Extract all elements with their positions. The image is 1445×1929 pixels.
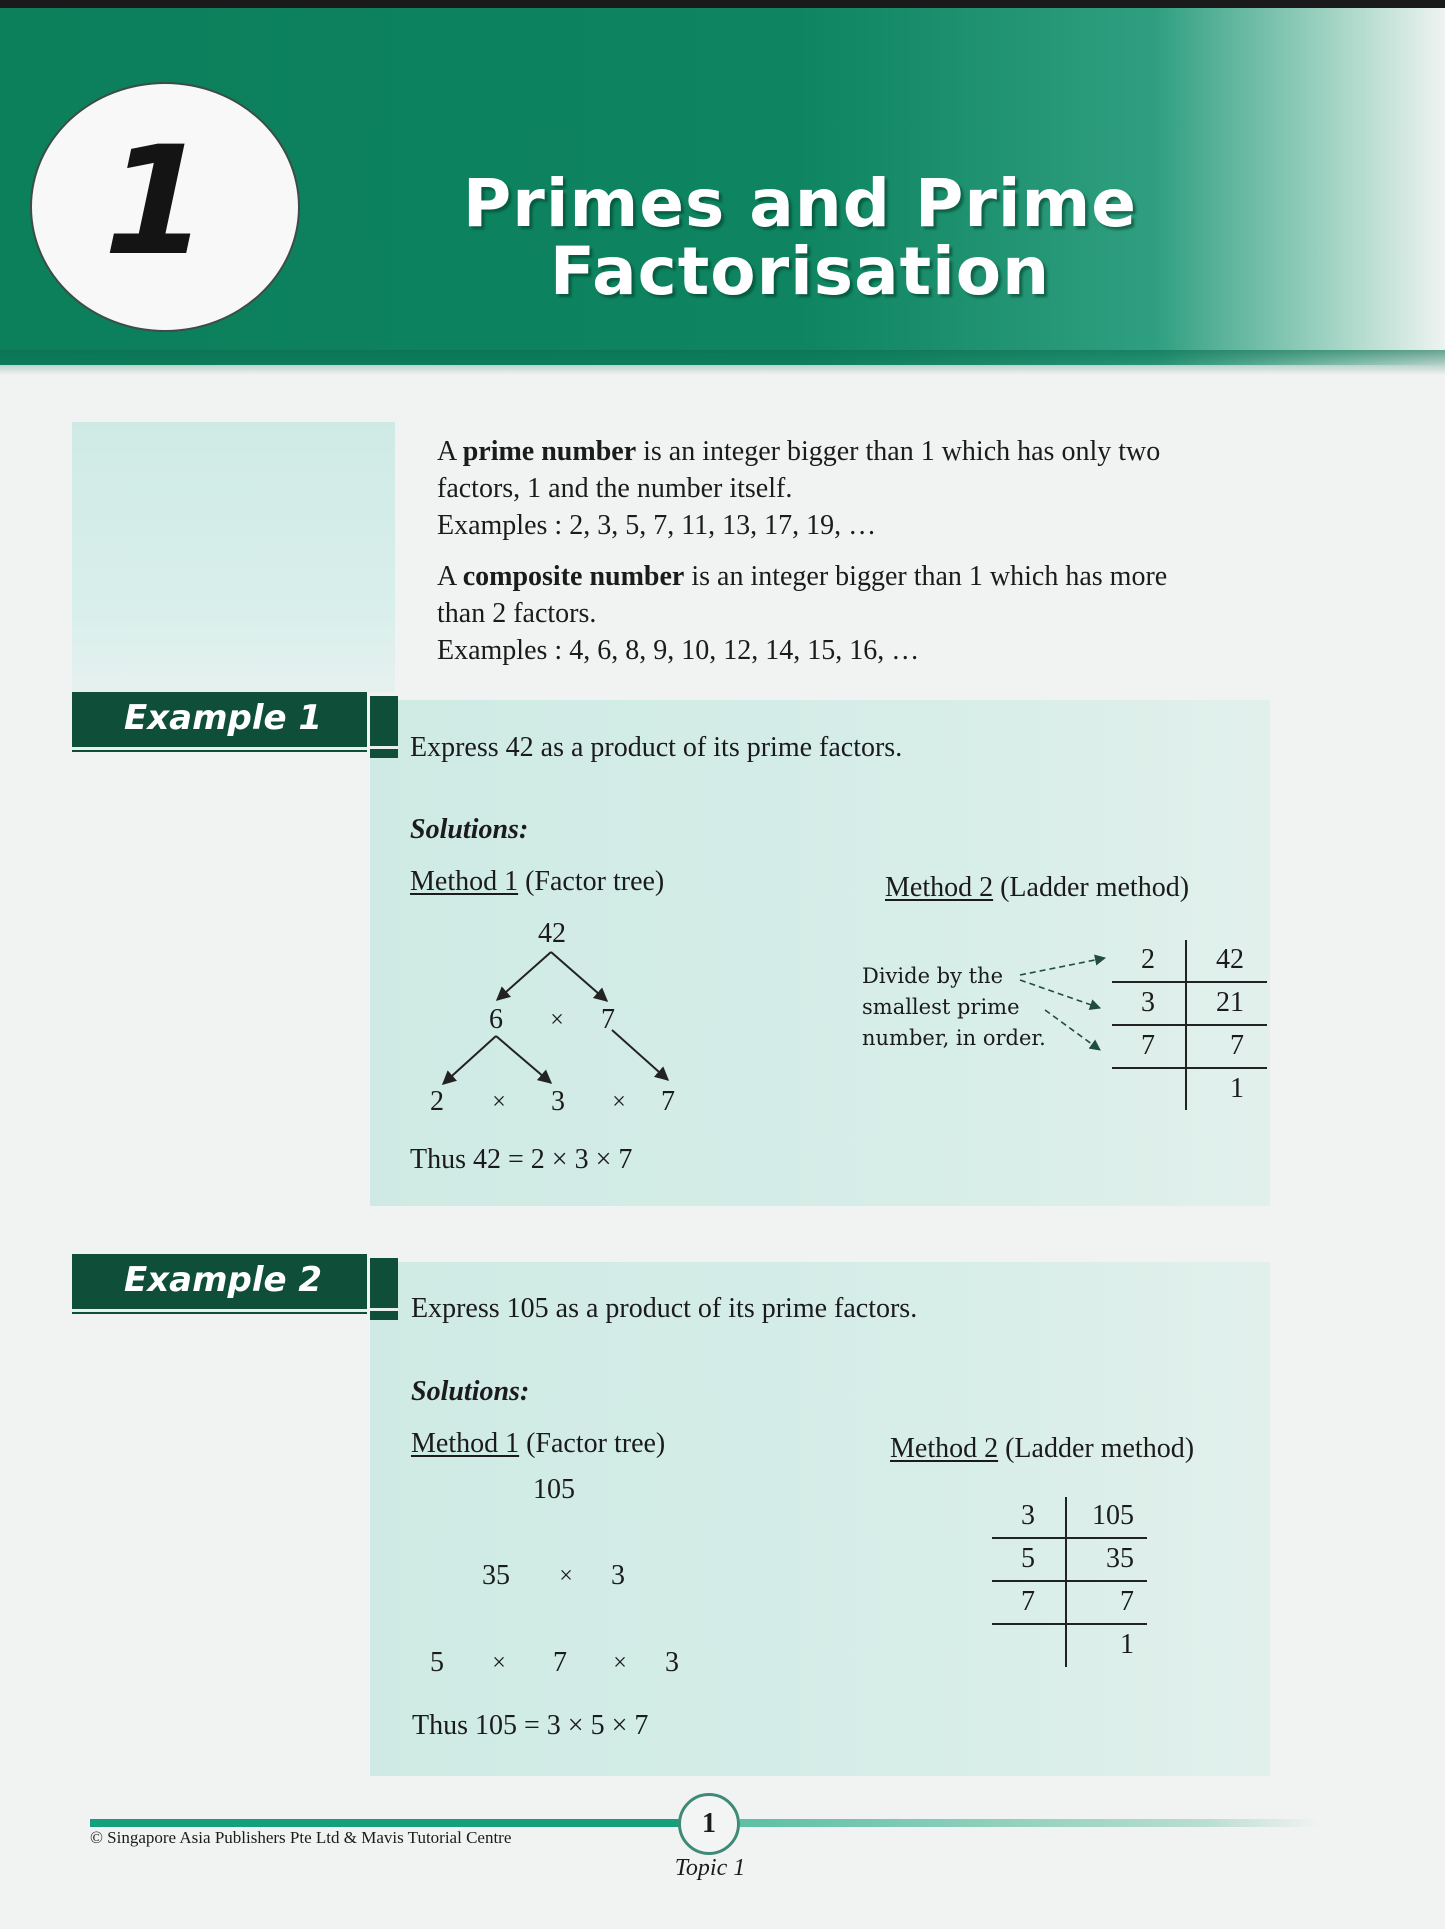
ladder-value: 105 [1092,1500,1134,1531]
ladder-value: 7 [1120,1586,1134,1617]
times-sign: × [492,1089,506,1115]
composite-definition: A composite number is an integer bigger than 1 which has more [437,561,1168,592]
prime-definition: A prime number is an integer bigger than 1 which has only two [437,436,1161,467]
times-sign: × [550,1007,564,1033]
example1-label-text: Example 1 [124,698,323,738]
topic-label: Topic 1 [674,1855,746,1881]
ladder-value: 21 [1216,987,1244,1018]
ladder-divisor: 3 [1021,1500,1035,1531]
times-sign: × [559,1563,573,1589]
ladder-value: 7 [1230,1030,1244,1061]
example2-result: Thus 105 = 3 × 5 × 7 [412,1710,649,1741]
example1-method2-heading: Method 2 (Ladder method) [885,872,1190,903]
footer-rule-left [90,1819,680,1827]
example2-question: Express 105 as a product of its prime factors. [411,1293,918,1324]
example1-result: Thus 42 = 2 × 3 × 7 [410,1144,633,1175]
footer-rule-right [740,1819,1320,1827]
example1-method1-heading: Method 1 (Factor tree) [410,866,665,897]
example2-label-text: Example 2 [124,1260,323,1300]
example2-panel [370,1262,1270,1776]
ladder-note: Divide by the smallest prime number, in order. [862,964,1046,1050]
example2-label [72,1254,367,1314]
ladder-value: 1 [1230,1073,1244,1104]
tree-node: 6 [489,1004,503,1035]
copyright-notice: © Singapore Asia Publishers Pte Ltd & Mavis Tutorial Centre [90,1828,512,1847]
example2-label-block [370,1258,398,1320]
page-number-badge [678,1793,740,1855]
tree-node: 42 [538,918,566,949]
ladder-value: 42 [1216,944,1244,975]
chapter-number: 1 [84,115,226,289]
tree-node: 5 [430,1647,444,1678]
ladder-divisor: 2 [1141,944,1155,975]
ladder-divisor: 7 [1141,1030,1155,1061]
example1-solutions-label: Solutions: [410,814,529,845]
tree-node: 105 [533,1474,575,1505]
composite-examples: Examples : 4, 6, 8, 9, 10, 12, 14, 15, 16, … [437,635,920,666]
tree-node: 2 [430,1086,444,1117]
tree-node: 3 [665,1647,679,1678]
ladder-divisor: 5 [1021,1543,1035,1574]
prime-term: prime number [462,436,637,467]
tree-node: 7 [553,1647,567,1678]
ladder-divisor: 7 [1021,1586,1035,1617]
tree-node: 7 [601,1004,615,1035]
times-sign: × [492,1650,506,1676]
prime-examples: Examples : 2, 3, 5, 7, 11, 13, 17, 19, … [437,510,877,541]
example1-question: Express 42 as a product of its prime factors. [410,732,903,763]
example2-solutions-label: Solutions: [411,1376,530,1407]
tree-node: 35 [482,1560,510,1591]
tree-node: 3 [611,1560,625,1591]
example2-method2-heading: Method 2 (Ladder method) [890,1433,1195,1464]
page-number: 1 [702,1808,716,1839]
composite-definition-line2: than 2 factors. [437,598,597,629]
ladder-divisor: 3 [1141,987,1155,1018]
ladder-value: 1 [1120,1629,1134,1660]
times-sign: × [612,1089,626,1115]
example2-method1-heading: Method 1 (Factor tree) [411,1428,666,1459]
ladder-value: 35 [1106,1543,1134,1574]
tree-node: 3 [551,1086,565,1117]
chapter-title-line1: Primes and Prime [462,165,1138,242]
prime-definition-line2: factors, 1 and the number itself. [437,473,793,504]
chapter-title-line2: Factorisation [549,233,1051,310]
times-sign: × [613,1650,627,1676]
composite-term: composite number [462,561,685,592]
tree-node: 7 [661,1086,675,1117]
